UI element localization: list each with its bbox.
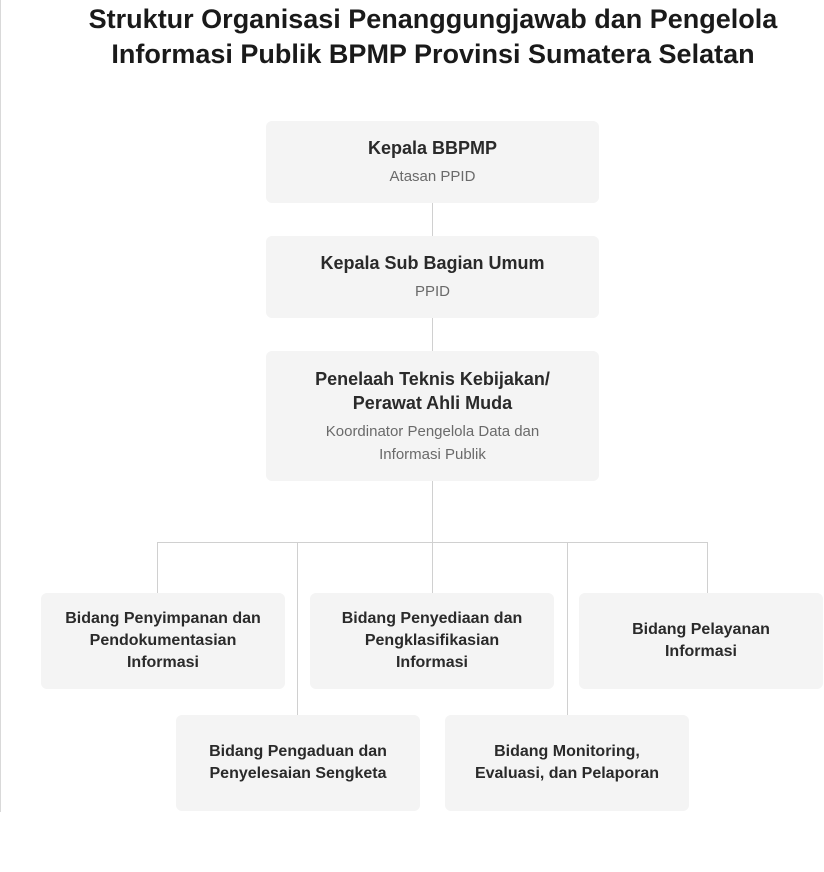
node-title: Penelaah Teknis Kebijakan/ Perawat Ahli Muda — [315, 368, 550, 413]
node-title: Bidang Penyediaan dan Pengklasifikasian Informasi — [341, 610, 523, 671]
node-title: Bidang Penyimpanan dan Pendokumentasian Informasi — [65, 610, 261, 671]
connector-horizontal-bus — [157, 542, 708, 543]
left-border-rule — [0, 0, 1, 812]
connector-kasubag-penelaah — [432, 318, 433, 351]
node-bidang-pengaduan — [176, 715, 420, 811]
node-title: Bidang Pengaduan dan Penyelesaian Sengketa — [209, 743, 387, 782]
node-role: Koordinator Pengelola Data dan Informasi Publik — [325, 422, 540, 463]
chart-title — [0, 2, 824, 72]
connector-to-penyimpanan — [157, 542, 158, 593]
chart-title-line-2: Informasi Publik BPMP Provinsi Sumatera Selatan — [111, 39, 755, 69]
node-role: Atasan PPID — [389, 168, 476, 185]
connector-kepala-kasubag — [432, 203, 433, 236]
connector-to-pelayanan — [707, 542, 708, 593]
connector-penelaah-bus — [432, 481, 433, 593]
node-bidang-monitoring — [445, 715, 689, 811]
connector-to-monitoring — [567, 542, 568, 715]
node-bidang-penyediaan — [310, 593, 554, 689]
node-bidang-penyimpanan — [41, 593, 285, 689]
node-title: Bidang Pelayanan Informasi — [632, 621, 770, 660]
node-role: PPID — [414, 283, 450, 300]
node-kepala-sub-bagian-umum — [266, 236, 599, 318]
node-title: Bidang Monitoring, Evaluasi, dan Pelaporan — [474, 743, 660, 782]
node-kepala-bbpmp — [266, 121, 599, 203]
node-title: Kepala Sub Bagian Umum — [320, 253, 545, 273]
node-bidang-pelayanan — [579, 593, 823, 689]
node-penelaah-teknis — [266, 351, 599, 481]
node-title: Kepala BBPMP — [367, 138, 498, 158]
connector-to-pengaduan — [297, 542, 298, 715]
chart-title-line-1: Struktur Organisasi Penanggungjawab dan Pengelola — [88, 4, 778, 34]
